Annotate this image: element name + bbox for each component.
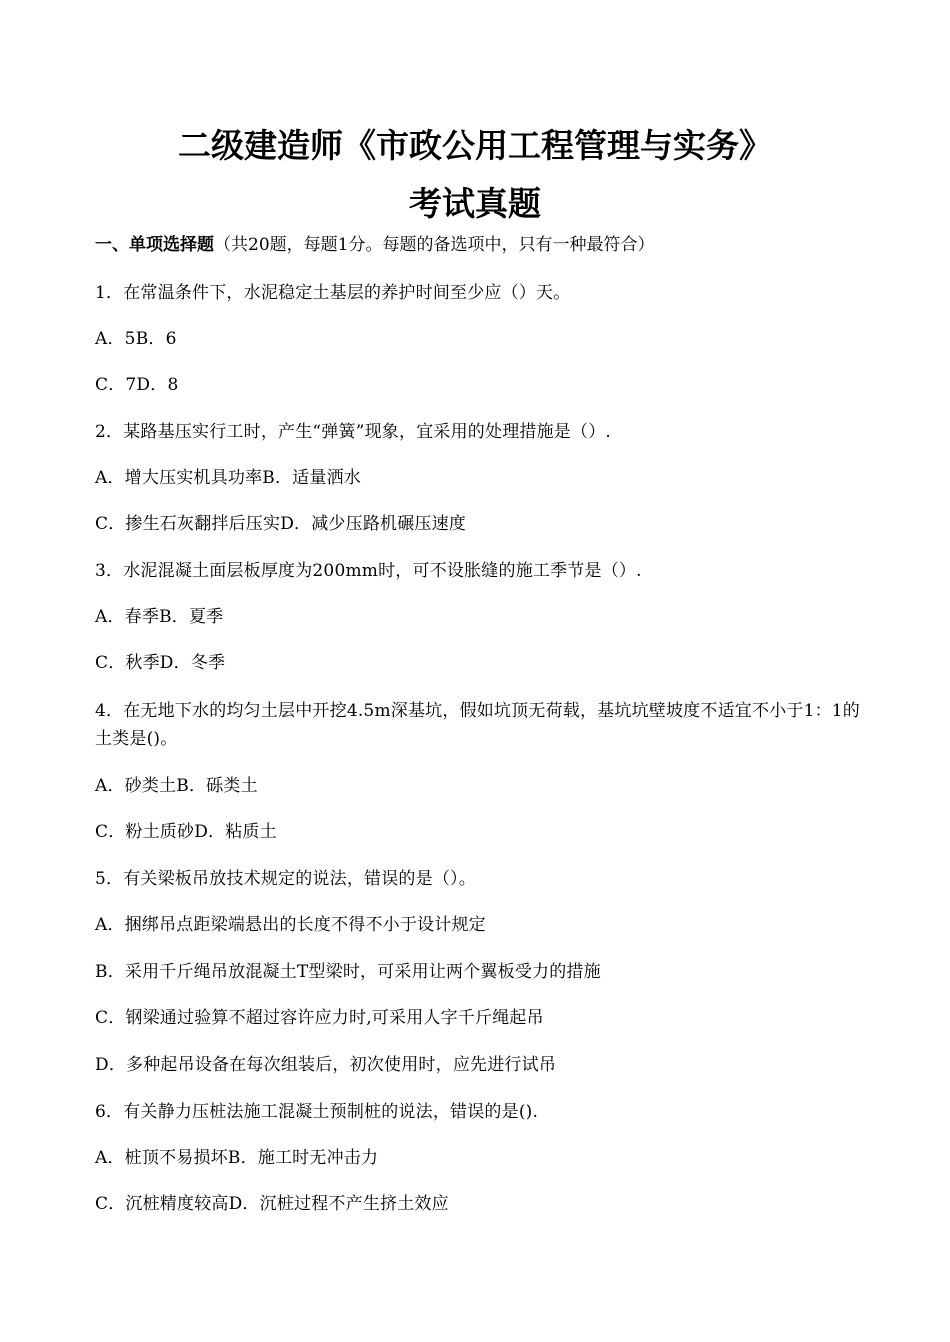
section-heading-label: 一、单项选择题 — [95, 235, 214, 255]
section-heading — [95, 234, 654, 256]
question-option: C．沉桩精度较高D．沉桩过程不产生挤土效应 — [95, 1194, 449, 1214]
question-option: A．增大压实机具功率B．适量洒水 — [95, 468, 361, 488]
question-option: C．掺生石灰翻拌后压实D．减少压路机碾压速度 — [95, 514, 467, 534]
question-option: A．春季B．夏季 — [95, 607, 224, 627]
question-stem: 4．在无地下水的均匀土层中开挖4.5m深基坑，假如坑顶无荷载，基坑坑壁坡度不适宜不小于1：1的土类是()。 — [95, 701, 861, 749]
question-stem: 2．某路基压实行工时，产生“弹簧”现象，宜采用的处理措施是（）. — [95, 422, 612, 442]
question-stem: 1．在常温条件下，水泥稳定土基层的养护时间至少应（）天。 — [95, 283, 571, 303]
question-option: A．桩顶不易损坏B．施工时无冲击力 — [95, 1148, 379, 1168]
question-stem: 6．有关静力压桩法施工混凝土预制桩的说法，错误的是(). — [95, 1102, 539, 1122]
document-title: 二级建造师《市政公用工程管理与实务》 — [178, 126, 772, 165]
document-subtitle: 考试真题 — [409, 184, 541, 223]
question-option: C．秋季D．冬季 — [95, 653, 226, 673]
question-option: A．捆绑吊点距梁端悬出的长度不得不小于设计规定 — [95, 915, 486, 935]
question-option: A．5B．6 — [95, 329, 177, 349]
question-option: C．钢梁通过验算不超过容许应力时,可采用人字千斤绳起吊 — [95, 1008, 544, 1028]
question-option: B．采用千斤绳吊放混凝土T型梁时，可采用让两个翼板受力的措施 — [95, 962, 601, 982]
question-option: D．多种起吊设备在每次组装后，初次使用时，应先进行试吊 — [95, 1055, 557, 1075]
question-option: C．粉土质砂D．粘质土 — [95, 822, 277, 842]
question-stem: 5．有关梁板吊放技术规定的说法，错误的是（）。 — [95, 869, 476, 889]
section-heading-note: （共20题，每题1分。每题的备选项中，只有一种最符合） — [214, 235, 655, 255]
question-stem: 3．水泥混凝土面层板厚度为200mm时，可不设胀缝的施工季节是（）. — [95, 561, 642, 581]
question-option: A．砂类土B．砾类土 — [95, 776, 258, 796]
question-option: C．7D．8 — [95, 375, 179, 395]
